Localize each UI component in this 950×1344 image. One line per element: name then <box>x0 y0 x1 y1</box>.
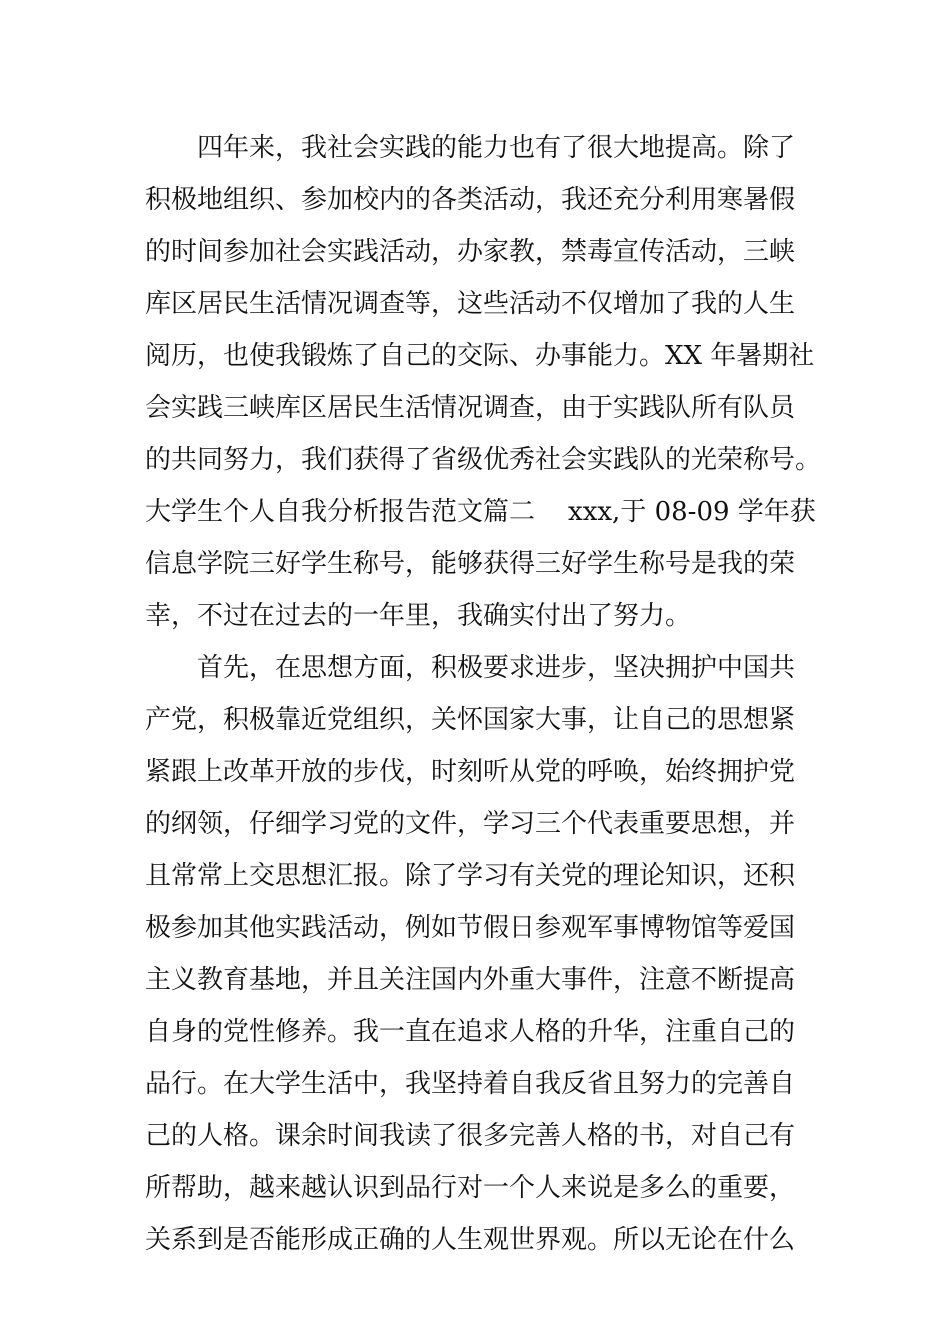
paragraph-1-line-2: 积极地组织、参加校内的各类活动，我还充分利用寒暑假 <box>145 185 796 215</box>
paragraph-3-line-3: 紧跟上改革开放的步伐，时刻听从党的呼唤，始终拥护党 <box>145 757 796 787</box>
paragraph-1-line-4: 库区居民生活情况调查等，这些活动不仅增加了我的人生 <box>145 289 796 319</box>
paragraph-3-line-7: 主义教育基地，并且关注国内外重大事件，注意不断提高 <box>145 965 796 995</box>
paragraph-2-line-2: 信息学院三好学生称号，能够获得三好学生称号是我的荣 <box>145 549 796 579</box>
paragraph-3-line-10: 己的人格。课余时间我读了很多完善人格的书，对自己有 <box>145 1121 796 1151</box>
paragraph-1-line-6: 会实践三峡库区居民生活情况调查，由于实践队所有队员 <box>145 393 796 423</box>
paragraph-3-line-1: 首先，在思想方面，积极要求进步，坚决拥护中国共 <box>197 653 796 683</box>
paragraph-1-line-1: 四年来，我社会实践的能力也有了很大地提高。除了 <box>197 133 796 163</box>
paragraph-2-line-3: 幸，不过在过去的一年里，我确实付出了努力。 <box>145 601 692 631</box>
paragraph-1-line-7: 的共同努力，我们获得了省级优秀社会实践队的光荣称号。 <box>145 445 822 475</box>
paragraph-2-line-1: 大学生个人自我分析报告范文篇二 xxx,于 08-09 学年获 <box>145 497 816 527</box>
paragraph-3-line-6: 极参加其他实践活动，例如节假日参观军事博物馆等爱国 <box>145 913 796 943</box>
paragraph-3-line-8: 自身的党性修养。我一直在追求人格的升华，注重自己的 <box>145 1017 796 1047</box>
paragraph-3-line-5: 且常常上交思想汇报。除了学习有关党的理论知识，还积 <box>145 861 796 891</box>
paragraph-1-line-5: 阅历，也使我锻炼了自己的交际、办事能力。XX 年暑期社 <box>145 341 815 371</box>
paragraph-3-line-4: 的纲领，仔细学习党的文件，学习三个代表重要思想，并 <box>145 809 796 839</box>
paragraph-3-line-11: 所帮助，越来越认识到品行对一个人来说是多么的重要， <box>145 1173 796 1203</box>
paragraph-3-line-2: 产党，积极靠近党组织，关怀国家大事，让自己的思想紧 <box>145 705 796 735</box>
document-body <box>145 122 822 1266</box>
paragraph-1-line-3: 的时间参加社会实践活动，办家教，禁毒宣传活动，三峡 <box>145 237 796 267</box>
paragraph-3-line-12: 关系到是否能形成正确的人生观世界观。所以无论在什么 <box>145 1225 796 1255</box>
paragraph-3-line-9: 品行。在大学生活中，我坚持着自我反省且努力的完善自 <box>145 1069 796 1099</box>
